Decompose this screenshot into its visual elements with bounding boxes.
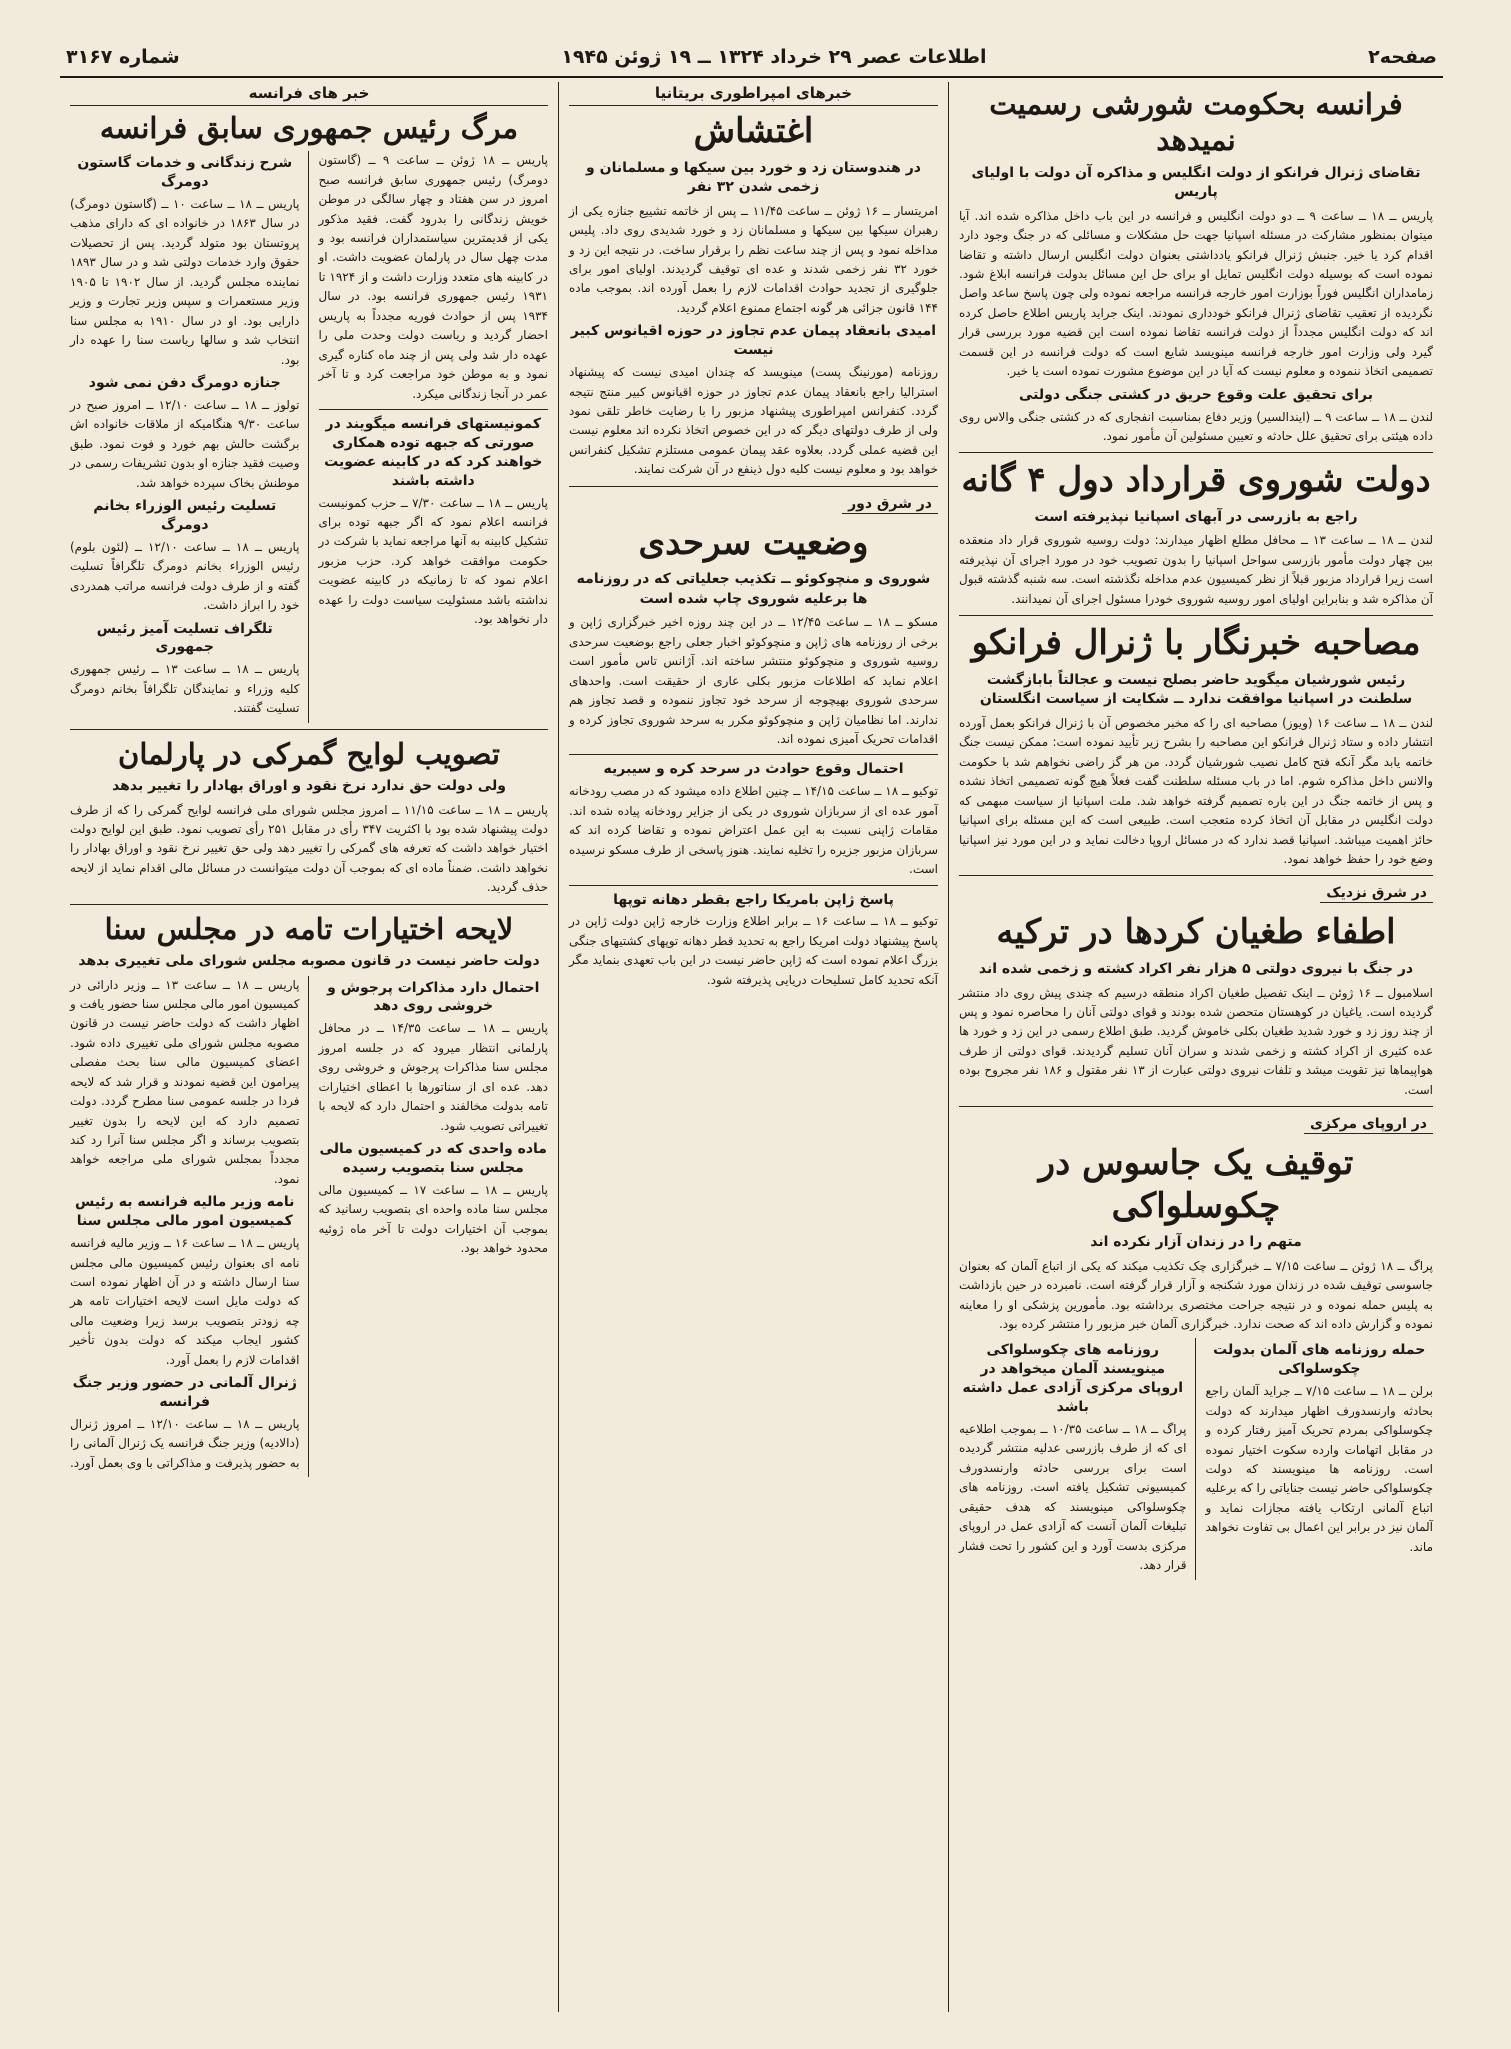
divider [959,1106,1433,1107]
article-franco-interview: لندن ــ ۱۸ ــ ساعت ۱۶ (ویوز) مصاحبه ای را که مخبر مخصوص آن با ژنرال فرانکو بعمل آورده انتشار داده و ستاد ژنرال فرانکو این مصاحبه را بشرح زیر تأیید نموده است: ممکن نیست جنگ خاتمه یابد مگر آنکه فتح کامل نصیب شورشیان گردد. من هر گز راضی نخواهم شد با حکومت والانس داخل مذاکره شوم. اما در باب مسئله سلطنت گفت فعلاً هیچ گونه تصمیمی اتخاذ نشده و پس از خاتمه جنگ در این باره تصمیم گرفته خواهد شد. ملت اسپانیا از سیاست مبهمی که دولت انگلیس در مقابل آن اتخاذ کرده متعجب است. طبیعی است که این مسئله برای اسپانیا حائز اهمیت میباشد. اسپانیا قصد ندارد که در مسائل اروپا دخالت نماید و در این مورد نیز اسپانیا وضع خود را حفظ خواهد نمود. [959,715,1433,866]
divider [569,754,938,755]
headline-czech-spy: توقیف یک جاسوس در چکوسلواکی [1038,1143,1354,1226]
senate-split [70,976,548,1478]
headline-funeral: جنازه دومرگ دفن نمی شود [88,374,281,391]
subhead-franco-request: تقاضای ژنرال فرانکو از دولت انگلیس و مذاکره آن دولت با اولیای پاریس [971,164,1421,201]
article-full-powers: پاریس ــ ۱۸ ــ ساعت ۱۳ ــ وزیر دارائی در کمیسیون امور مالی مجلس سنا حضور یافت و اظهار داشت که دولت حاضر نیست در قانون مصوبه مجلس شورای ملی تغییری داده شود. اعضای کمیسیون مالی سنا بحث مفصلی پیرامون این قضیه نمودند و قرار شد که لایحه فردا در جلسه عمومی سنا مطرح گردد. دولت تصمیم دارد که این لایحه را بدون تغییر بتصویب برساند و اگر مجلس سنا آنرا رد کند مجدداً بمجلس شورای ملی مراجعه خواهد نمود. [70,977,300,1186]
article-czech-spy: پراگ ــ ۱۸ ژوئن ــ ساعت ۷/۱۵ ــ خبرگزاری چک تکذیب میکند که یکی از اتباع آلمان که بعنوان جاسوسی توقیف شده در زندان مورد شکنجه و آزار قرار گرفته است. نامبرده در حین بازداشت به پلیس حمله نموده و در نتیجه جراحت مختصری برداشته بود. مأمورین پزشکی او را معاینه نموده و گزارش داده اند که صحت ندارد. خبرگزاری آلمان خبر مزبور را منتشر کرده بود. [959,1258,1433,1332]
subhead-soviet-treaty: راجع به بازرسی در آبهای اسپانیا نپذیرفته است [1034,508,1358,525]
article-single-article: پاریس ــ ۱۸ ــ ساعت ۱۷ ــ کمیسیون مالی مجلس سنا ماده واحده ای بتصویب رسانید که بموجب آن اختیارات دولت تا آخر ماه ژوئیه محدود خواهد بود. [318,1182,548,1256]
page-label: صفحه۲ [1368,46,1437,68]
divider [959,452,1433,453]
divider [959,615,1433,616]
bottom-split [959,1338,1433,1579]
senate-left-sub [319,976,549,1478]
headline-unrest: اغتشاش [693,111,814,151]
divider [319,409,549,410]
article-pacific-pact: روزنامه (مورنینگ پست) مینویسد که چندان امیدی نیست که پیشنهاد استرالیا راجع بانعقاد پیمان عدم تجاوز در حوزه اقیانوس کبیر منتج نتیجه گردد. کنفرانس امپراطوری پیشنهاد مزبور را با رضایت خاطر تلقی نمود ولی از طرف دولتهای دیگر که در این خصوص اتخاذ نکرده اند معلوم نیست این قضیه عملی گردد. بعلاوه عقد پیمان عمومی مستلزم تشکیل کنفرانس خواهد بود و معلوم نیست کلیه دول ذینفع در آن شرکت نمایند. [569,365,938,477]
article-conference: پاریس ــ ۱۸ ــ ساعت ۱۴/۳۵ ــ در محافل پارلمانی انتظار میرود که در جلسه امروز مجلس سنا مذاکرات پرجوش و خروشی روی دهد. عده ای از سناتورها با اعطای اختیارات تامه بدولت مخالفند و احتمال دارد که لایحه با تغییراتی تصویب شود. [318,1021,548,1133]
article-doumergue-death: پاریس ــ ۱۸ ژوئن ــ ساعت ۹ ــ (گاستون دومرگ) رئیس جمهوری سابق فرانسه صبح امروز در سن هفتاد و چهار سالگی در موطن خویش زندگانی را بدرود گفت. فقید مذکور یکی از قدیمترین سیاستمداران فرانسه بود و مدت چهل سال در پارلمان عضویت داشت. او در کابینه های متعدد وزارت داشت و از ۱۹۲۴ تا ۱۹۳۱ رئیس جمهوری فرانسه بود. در سال ۱۹۳۴ پس از حوادث فوریه مجدداً به پاریس احضار گردید و ریاست دولت وحدت ملی را عهده دار شد ولی پس از چند ماه کناره گیری نمود و به موطن خود مراجعت کرد و تا آخر عمر در آنجا زندگانی میکرد. [318,153,548,401]
article-turkey-kurds: اسلامبول ــ ۱۶ ژوئن ــ اینک تفصیل طغیان اکراد منطقه درسیم که چندی پیش روی داد منتشر گردیده است. یاغیان در کوهستان متحصن شده بودند و قوای دولتی آنان را محاصره نمود و پس از چند روز زد و خورد شدید طغیان بکلی خاموش گردید. طبق اطلاع رسمی در این زد و خورد ها عده کثیری از اکراد کشته و زخمی شدند و سران آنان تسلیم گردیدند. قوای دولتی از طرف هواپیماها نیز تقویت میشد و تلفات نیروی دولتی عبارت از ۱۳ نفر مقتول و ۱۸۶ نفر مجروح بوده است. [959,985,1433,1097]
article-unrest: امریتسار ــ ۱۶ ژوئن ــ ساعت ۱۱/۴۵ ــ پس از خاتمه تشییع جنازه یکی از رهبران سیکها بین سیکها و مسلمانان زد و خورد شدیدی روی داد. پلیس مداخله نمود و پس از چند ساعت نظم را برقرار ساخت. در نتیجه این زد و خورد ۳۲ نفر زخمی شدند و عده ای توقیف گردیدند. اولیای امور برای جلوگیری از تجدید حوادث اقدامات لازم را بعمل آورده اند. بموجب ماده ۱۴۴ قانون جزائی هر گونه اجتماع ممنوع اعلام گردید. [569,203,938,315]
column-middle [558,82,948,2012]
divider [70,904,548,905]
issue-label: شماره ۳۱۶۷ [66,46,180,68]
headline-telegram: تلگراف تسلیت آمیز رئیس جمهوری [96,620,273,656]
block-czech-papers [959,1338,1196,1579]
subhead-franco-interview: رئیس شورشیان میگوید حاضر بصلح نیست و عجالتاً بابازگشت سلطنت در اسپانیا موافقت ندارد ــ شکایت از سیاست انگلستان [979,671,1413,708]
divider [569,486,938,487]
columns [60,82,1443,2012]
france-split [70,151,548,722]
date-line: اطلاعات عصر ۲۹ خرداد ۱۳۲۴ ــ ۱۹ ژوئن ۱۹۴۵ [561,46,987,68]
article-german-general: پاریس ــ ۱۸ ــ ساعت ۱۲/۱۰ ــ امروز ژنرال (دالادیه) وزیر جنگ فرانسه یک ژنرال آلمانی را به حضور پذیرفت و مذاکراتی با وی بعمل آورد. [69,1416,300,1470]
divider [569,885,938,886]
headline-korea-siberia: احتمال وقوع حوادث در سرحد کره و سیبریه [603,761,904,778]
column-left [60,82,558,2012]
kicker-france-news: خبر های فرانسه [70,82,548,106]
article-condolence: پاریس ــ ۱۸ ــ ساعت ۱۲/۱۰ ــ (لئون بلوم) رئیس الوزراء بخانم دومرگ تلگرافاً تسلیت گفته و از طرف دولت فرانسه مراتب همدردی خود را ابراز داشت. [70,539,300,613]
subhead-border: شوروی و منچوکوئو ــ تکذیب جعلیاتی که در روزنامه ها برعلیه شوروی چاپ شده است [576,571,931,607]
article-communists: پاریس ــ ۱۸ ــ ساعت ۷/۳۰ ــ حزب کمونیست فرانسه اعلام نمود که اگر جبهه توده برای تشکیل کابینه به آنها مراجعه نماید با شرکت در حکومت موافقت خواهد کرد. حزب مزبور اعلام نمود که تا زمانیکه در کابینه عضویت نداشته باشد مسئولیت سیاست دولت را عهده دار نخواهد بود. [318,495,548,627]
divider [959,875,1433,876]
headline-doumergue-death: مرگ رئیس جمهوری سابق فرانسه [99,111,519,145]
headline-pacific-pact: امیدی بانعقاد پیمان عدم تجاوز در حوزه اقیانوس کبیر نیست [570,323,937,359]
kicker-british-empire: خبرهای امپراطوری بریتانیا [569,82,938,106]
headline-france-rebels: فرانسه بحکومت شورشی رسمیت نمیدهد [989,87,1403,158]
headline-customs: تصویب لوایح گمرکی در پارلمان [118,736,500,771]
headline-single-article: ماده واحدی که در کمیسیون مالی مجلس سنا بتصویب رسیده [319,1140,547,1176]
headline-czech-papers: روزنامه های چکوسلواکی مینویسند آلمان میخواهد در اروپای مرکزی آزادی عمل داشته باشد [962,1342,1184,1416]
france-left-sub [319,151,549,722]
headline-communists: کمونیستهای فرانسه میگویند در صورتی که جبهه توده همکاری خواهند کرد که در کابینه عضویت داشته باشند [324,415,543,489]
article-france-rebels: پاریس ــ ۱۸ ــ ساعت ۹ ــ دو دولت انگلیس و فرانسه در این باب داخل مذاکره شده اند. آیا میتوان بمنظور مشارکت در مسئله اسپانیا جهت حل مشکلات و مسائلی که در جنگ وجود دارد اقدام کرد یا خیر. جنبش ژنرال فرانکو یادداشتی بعنوان دولت انگلیس ارسال داشته و تقاضا نموده است که بوسیله دولت انگلیس تمایل او برای حل این مسائل بدولت فرانسه ابلاغ شود. زمامداران انگلیس فوراً بوزارت امور خارجه فرانسه مراجعه نموده ولی چون پاسخ ساعد واصل نگردیده از تعقیب تقاضای ژنرال فرانکو خودداری نمودند. اینک جراید پاریس اطلاع حاصل کرده اند که دولت انگلیس مجدداً از دولت فرانسه تقاضا نموده است این قضیه مورد بررسی قرار گیرد ولی وزارت امور خارجه فرانسه مینویسد شایع است که دولت فرانسه در این قسمت تصمیمی اتخاذ ننموده و معلوم نیست که آیا در این موضوع مشورت نموده است یا خیر. [959,208,1433,379]
france-right-sub [70,151,309,722]
headline-franco-interview: مصاحبه خبرنگار با ژنرال فرانکو [971,623,1421,664]
subhead-full-powers: دولت حاضر نیست در قانون مصوبه مجلس شورای ملی تغییری بدهد [78,952,540,969]
page-header [60,44,1443,78]
headline-border: وضعیت سرحدی [638,522,869,563]
headline-full-powers: لایحه اختیارات تامه در مجلس سنا [104,911,514,946]
subhead-czech-spy: متهم را در زندان آزار نکرده اند [1090,1234,1302,1251]
subhead-turkey-kurds: در جنگ با نیروی دولتی ۵ هزار نفر اکراد کشته و زخمی شده اند [978,960,1414,977]
article-funeral: تولوز ــ ۱۸ ــ ساعت ۱۲/۱۰ ــ امروز صبح در ساعت ۹/۳۰ هنگامیکه از ملاقات خانواده اش برگشت حالش بهم خورد و فوت نمود. طبق وصیت فقید جنازه او بدون تشریفات رسمی در موطنش بخاک سپرده خواهد شد. [70,397,300,490]
article-japan-reply: توکیو ــ ۱۸ ــ ساعت ۱۶ ــ برابر اطلاع وزارت خارجه ژاپن دولت ژاپن در پاسخ پیشنهاد دولت امریکا راجع به تحدید قطر دهانه توپهای کشتیهای جنگی بزرگ اعلام نموده است که ژاپن حاضر نیست در این باب تعهدی بنماید مگر آنکه تحدید کامل تسلیحات دریایی پذیرفته شود. [569,914,939,987]
headline-condolence: تسلیت رئیس الوزراء بخانم دومرگ [93,498,277,533]
article-ship-fire: لندن ــ ۱۸ ــ ساعت ۹ ــ (ایندالسیر) وزیر دفاع بمناسبت انفجاری که در کشتی جنگی والاس روی داده هیئتی برای تحقیق علل حادثه و تعیین مسئولین آن مأمور نمود. [959,409,1433,443]
headline-german-general: ژنرال آلمانی در حضور وزیر جنگ فرانسه [72,1375,297,1411]
block-german-press [1206,1338,1434,1579]
senate-right-sub [70,976,309,1478]
headline-doumergue-bio: شرح زندگانی و خدمات گاستون دومرگ [77,155,293,191]
article-finance-minister: پاریس ــ ۱۸ ــ ساعت ۱۶ ــ وزیر مالیه فرانسه نامه ای بعنوان رئیس کمیسیون مالی مجلس سنا ارسال داشته و در آن اظهار نموده است که دولت مایل است لایحه اختیارات تامه هر چه زودتر بتصویب برسد زیرا وضعیت مالی کشور ایجاب میکند که دولت بدون تأخیر اقدامات لازم را بعمل آورد. [70,1236,300,1367]
headline-soviet-treaty: دولت شوروی قرارداد دول ۴ گانه [961,460,1431,501]
article-border: مسکو ــ ۱۸ ــ ساعت ۱۲/۴۵ ــ در این چند روزه اخیر خبرگزاری ژاپن و برخی از روزنامه های ژاپن و منچوکوئو اخبار جعلی راجع بوضعیت سرحدی روسیه شوروی و منچوکوئو منتشر ساخته اند. آژانس تاس مأمور است اعلام نماید که اطلاعات مزبور بکلی عاری از حقیقت است. واحدهای سرحدی شوروی بهیچوجه از سرحد خود تجاوز ننموده و قصد تجاوز هم ندارند. اما نظامیان ژاپن و منچوکوئو مکرر به سرحد شوروی تجاوز کرده و اقدامات تحریک آمیزی نموده اند. [569,615,938,747]
article-doumergue-bio: پاریس ــ ۱۸ ــ ساعت ۱۰ ــ (گاستون دومرگ) در سال ۱۸۶۳ در خانواده ای که دارای مذهب پروتستان بود متولد گردید. پس از تحصیلات حقوق وارد خدمات دولتی شد و در سال ۱۸۹۳ نماینده مجلس گردید. از سال ۱۹۰۲ تا ۱۹۰۵ وزیر مستعمرات و سپس وزیر تجارت و وزیر دارایی بود. او در سال ۱۹۱۰ به مجلس سنا انتخاب شد و سالها ریاست سنا را عهده دار بود. [70,197,300,367]
article-czech-papers: پراگ ــ ۱۸ ــ ساعت ۱۰/۳۵ ــ بموجب اطلاعیه ای که از طرف بازرسی عدلیه منتشر گردیده است برای بررسی حادثه وارنسدورف کمیسیونی تشکیل یافته است. روزنامه های چکوسلواکی مینویسند که هدف حقیقی تبلیغات آلمان آنست که آزادی عمل در اروپای مرکزی بدست آورد و این کشور را تحت فشار قرار دهد. [959,1422,1187,1573]
article-soviet-treaty: لندن ــ ۱۸ ــ ساعت ۱۳ ــ محافل مطلع اظهار میدارند: دولت روسیه شوروی قرار داد منعقده بین چهار دولت مأمور بازرسی سواحل اسپانیا را بدون تصویب خود در مورد اجرای آن نپذیرفته است زیرا قرارداد مزبور قبلاً از نظر کمیسیون عدم مداخله نگذشته است. سه شنبه گذشته قبول آن مذاکره شد و بنابراین اولیای امور روسیه شوروی خودرا مسئول اجرای آن نمیدانند. [959,533,1433,606]
headline-german-press: حمله روزنامه های آلمان بدولت چکوسلواکی [1213,1342,1426,1378]
headline-ship-fire: برای تحقیق علت وقوع حریق در کشتی جنگی دولتی [1019,386,1373,403]
section-central-europe: در اروپای مرکزی [1304,1115,1433,1134]
subhead-customs: ولی دولت حق ندارد نرخ نقود و اوراق بهادار را تغییر بدهد [112,777,506,794]
article-customs: پاریس ــ ۱۸ ــ ساعت ۱۱/۱۵ ــ امروز مجلس شورای ملی فرانسه لوایح گمرکی را که از طرف دولت پیشنهاد شده بود با اکثریت ۳۴۷ رأی در مقابل ۲۵۱ رأی تصویب نمود. طبق این لوایح دولت اختیار خواهد داشت که تعرفه های گمرکی را تغییر دهد ولی حق تغییر نرخ نقود و اوراق بهادار را نخواهد داشت. ضمناً ماده ای که بموجب آن دولت میتوانست در مسائل مالی اقدام نماید از لایحه حذف گردید. [70,802,549,895]
section-far-east: در شرق دور [842,495,938,514]
article-telegram: پاریس ــ ۱۸ ــ ساعت ۱۳ ــ رئیس جمهوری کلیه وزراء و نمایندگان تلگرافاً بخانم دومرگ تسلیت گفتند. [70,662,300,716]
headline-turkey-kurds: اطفاء طغیان کردها در ترکیه [996,912,1396,953]
headline-conference: احتمال دارد مذاکرات پرجوش و خروشی روی دهد [327,979,540,1015]
article-korea-siberia: توکیو ــ ۱۸ ــ ساعت ۱۴/۱۵ ــ چنین اطلاع داده میشود که در مصب رودخانه آمور عده ای از سربازان شوروی در یکی از جزایر رودخانه پیاده شده اند. مقامات ژاپنی نسبت به این عمل اعتراض نموده و تقاضا کرده اند که سربازان مزبور جزیره را تخلیه نمایند. هنوز پاسخی از طرف مسکو نرسیده است. [569,784,938,877]
column-right [948,82,1443,2012]
subhead-unrest: در هندوستان زد و خورد بین سیکها و مسلمانان و زخمی شدن ۳۲ نفر [586,159,921,196]
headline-japan-reply: پاسخ ژاپن بامریکا راجع بقطر دهانه توپها [613,891,894,908]
section-near-east: در شرق نزدیک [1320,884,1433,903]
headline-finance-minister: نامه وزیر مالیه فرانسه به رئیس کمیسیون امور مالی مجلس سنا [75,1194,295,1230]
article-german-press: برلن ــ ۱۸ ــ ساعت ۷/۱۵ ــ جراید آلمان راجع بحادثه وارنسدورف اظهار میدارند که دولت چکوسلواکی بمردم تحریک آمیز رفتار کرده و در مقابل اتهامات وارده سکوت اختیار نموده است. روزنامه ها مینویسند که دولت چکوسلواکی حاضر نیست جنایاتی را که برعلیه اتباع آلمانی ارتکاب یافته مجازات نماید و آلمان نیز در برابر این اعمال بی تفاوت نخواهد ماند. [1205,1384,1433,1554]
divider [70,729,548,730]
